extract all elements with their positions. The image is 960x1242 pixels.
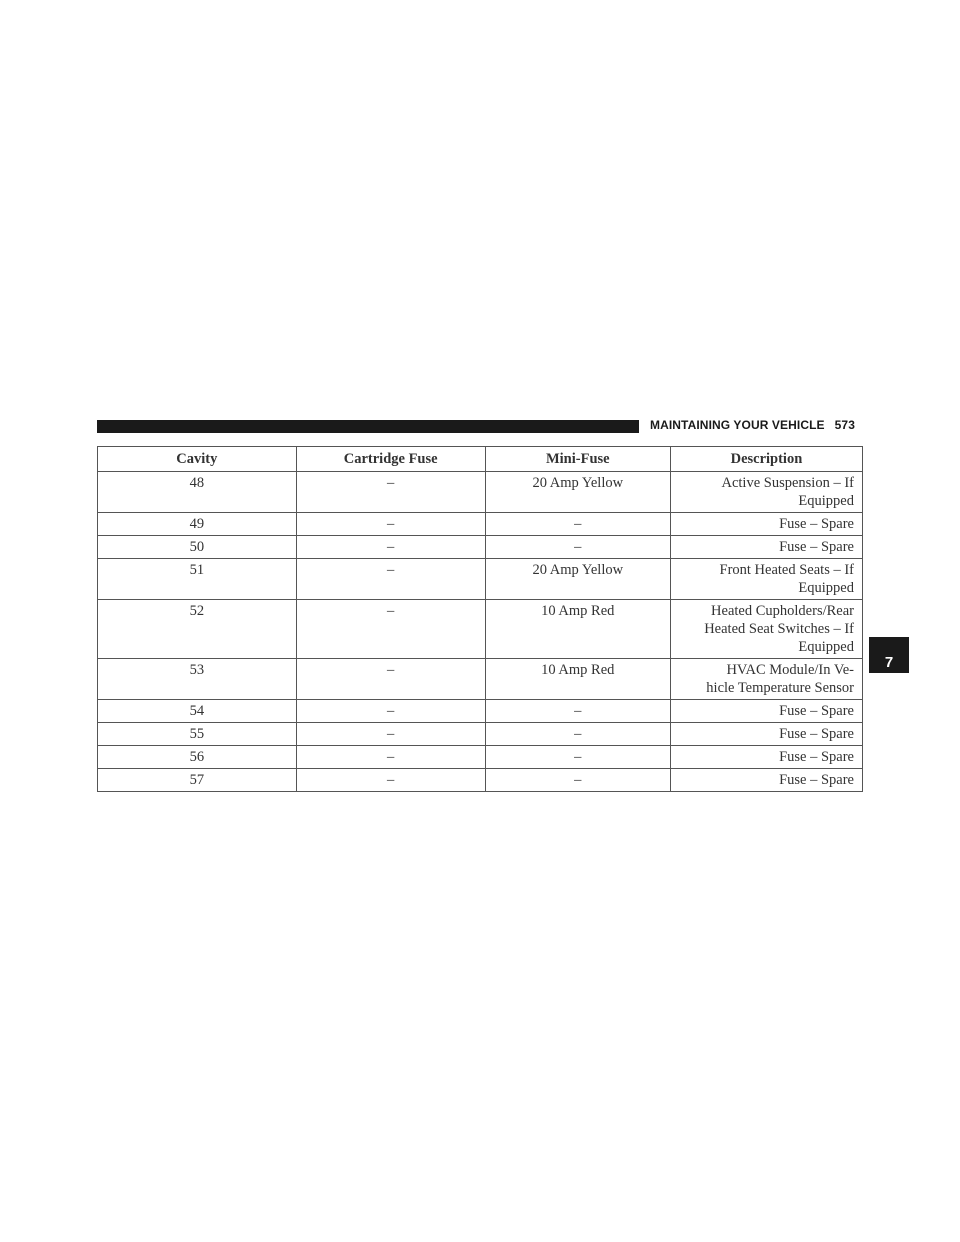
cavity-cell: 53 — [98, 659, 297, 700]
description-line: Fuse – Spare — [779, 726, 854, 742]
table-row — [98, 659, 863, 700]
cartridge-fuse-cell: – — [296, 513, 485, 536]
description-cell — [670, 513, 862, 536]
table-row — [98, 700, 863, 723]
page-number: 573 — [834, 418, 855, 432]
cavity-cell: 48 — [98, 472, 297, 513]
table-row — [98, 746, 863, 769]
column-header-cartridge-fuse: Cartridge Fuse — [296, 447, 485, 472]
description-line: Fuse – Spare — [779, 772, 854, 788]
description-cell — [670, 723, 862, 746]
header-rule — [97, 420, 639, 433]
description-line: Fuse – Spare — [779, 749, 854, 765]
mini-fuse-cell: – — [485, 513, 670, 536]
description-line: Heated Cupholders/Rear — [711, 603, 854, 619]
table-row — [98, 536, 863, 559]
mini-fuse-cell: 10 Amp Red — [485, 659, 670, 700]
description-cell — [670, 659, 862, 700]
description-line: Equipped — [798, 493, 854, 509]
cavity-cell: 50 — [98, 536, 297, 559]
table-row — [98, 723, 863, 746]
cavity-cell: 51 — [98, 559, 297, 600]
description-cell — [670, 559, 862, 600]
cartridge-fuse-cell: – — [296, 769, 485, 792]
description-line: Equipped — [798, 639, 854, 655]
table-row — [98, 769, 863, 792]
table-row — [98, 559, 863, 600]
mini-fuse-cell: – — [485, 536, 670, 559]
mini-fuse-cell: 20 Amp Yellow — [485, 472, 670, 513]
chapter-tab[interactable]: 7 — [869, 637, 909, 673]
column-header-description: Description — [670, 447, 862, 472]
fuse-table — [97, 446, 863, 792]
table-row — [98, 472, 863, 513]
description-line: Heated Seat Switches – If — [704, 621, 854, 637]
table-row — [98, 513, 863, 536]
description-line: Active Suspension – If — [721, 475, 854, 491]
mini-fuse-cell: – — [485, 700, 670, 723]
description-line: hicle Temperature Sensor — [706, 680, 854, 696]
mini-fuse-cell: 10 Amp Red — [485, 600, 670, 659]
cartridge-fuse-cell: – — [296, 536, 485, 559]
cavity-cell: 57 — [98, 769, 297, 792]
description-line: HVAC Module/In Ve- — [726, 662, 854, 678]
section-title: MAINTAINING YOUR VEHICLE — [650, 418, 825, 432]
description-line: Fuse – Spare — [779, 703, 854, 719]
description-line: Equipped — [798, 580, 854, 596]
mini-fuse-cell: – — [485, 746, 670, 769]
cavity-cell: 52 — [98, 600, 297, 659]
description-line: Front Heated Seats – If — [719, 562, 854, 578]
cartridge-fuse-cell: – — [296, 659, 485, 700]
table-header-row — [98, 447, 863, 472]
cavity-cell: 54 — [98, 700, 297, 723]
description-cell — [670, 600, 862, 659]
mini-fuse-cell: – — [485, 769, 670, 792]
description-cell — [670, 769, 862, 792]
cartridge-fuse-cell: – — [296, 700, 485, 723]
description-cell — [670, 700, 862, 723]
column-header-cavity: Cavity — [98, 447, 297, 472]
cavity-cell: 55 — [98, 723, 297, 746]
description-cell — [670, 472, 862, 513]
cartridge-fuse-cell: – — [296, 723, 485, 746]
cavity-cell: 49 — [98, 513, 297, 536]
column-header-mini-fuse: Mini-Fuse — [485, 447, 670, 472]
cavity-cell: 56 — [98, 746, 297, 769]
cartridge-fuse-cell: – — [296, 472, 485, 513]
cartridge-fuse-cell: – — [296, 559, 485, 600]
description-cell — [670, 746, 862, 769]
cartridge-fuse-cell: – — [296, 746, 485, 769]
page-header — [650, 418, 855, 432]
description-line: Fuse – Spare — [779, 539, 854, 555]
description-cell — [670, 536, 862, 559]
cartridge-fuse-cell: – — [296, 600, 485, 659]
mini-fuse-cell: 20 Amp Yellow — [485, 559, 670, 600]
mini-fuse-cell: – — [485, 723, 670, 746]
description-line: Fuse – Spare — [779, 516, 854, 532]
table-body — [98, 472, 863, 792]
table-row — [98, 600, 863, 659]
